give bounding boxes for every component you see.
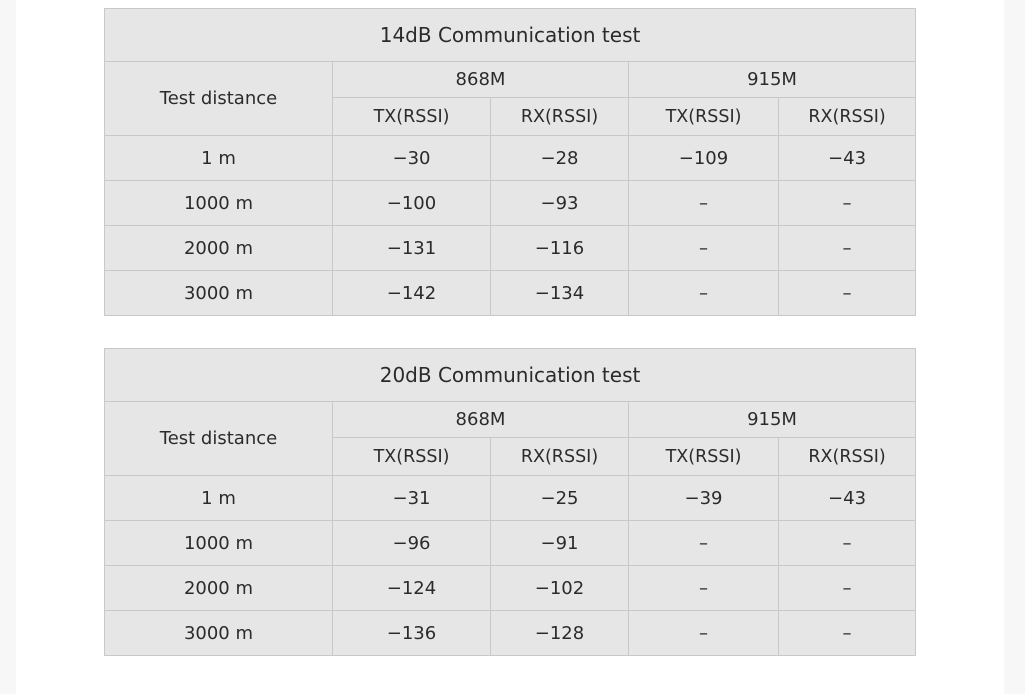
tx-868-header: TX(RSSI) (333, 98, 491, 136)
test-distance-header: Test distance (105, 402, 333, 476)
distance-cell: 1000 m (105, 181, 333, 226)
band-header-row (105, 62, 916, 98)
table-title: 14dB Communication test (105, 9, 916, 62)
tx-868-cell: −30 (333, 136, 491, 181)
distance-cell: 1 m (105, 136, 333, 181)
distance-cell: 3000 m (105, 611, 333, 656)
table-title-row (105, 349, 916, 402)
distance-cell: 3000 m (105, 271, 333, 316)
table-row (105, 271, 916, 316)
tx-868-cell: −142 (333, 271, 491, 316)
band-header-row (105, 402, 916, 438)
rx-915-cell: – (779, 181, 916, 226)
band-915-header: 915M (629, 62, 916, 98)
tx-915-cell: – (629, 181, 779, 226)
tx-868-cell: −124 (333, 566, 491, 611)
table-row (105, 226, 916, 271)
tx-915-cell: −39 (629, 476, 779, 521)
table-row (105, 566, 916, 611)
rx-915-cell: – (779, 521, 916, 566)
tx-915-cell: – (629, 566, 779, 611)
tx-868-cell: −131 (333, 226, 491, 271)
rx-868-header: RX(RSSI) (491, 98, 629, 136)
rx-868-header: RX(RSSI) (491, 438, 629, 476)
table-row (105, 136, 916, 181)
rx-915-header: RX(RSSI) (779, 438, 916, 476)
rx-915-cell: −43 (779, 476, 916, 521)
rx-868-cell: −102 (491, 566, 629, 611)
tx-868-cell: −136 (333, 611, 491, 656)
band-868-header: 868M (333, 62, 629, 98)
distance-cell: 2000 m (105, 226, 333, 271)
table-title-row (105, 9, 916, 62)
rx-868-cell: −25 (491, 476, 629, 521)
rx-868-cell: −128 (491, 611, 629, 656)
rx-915-cell: – (779, 226, 916, 271)
tx-915-cell: – (629, 611, 779, 656)
communication-table-20db (104, 348, 916, 656)
communication-table-14db (104, 8, 916, 316)
rx-915-cell: – (779, 611, 916, 656)
rx-868-cell: −93 (491, 181, 629, 226)
tx-915-header: TX(RSSI) (629, 438, 779, 476)
tx-915-cell: – (629, 521, 779, 566)
rx-868-cell: −134 (491, 271, 629, 316)
tx-868-cell: −100 (333, 181, 491, 226)
tx-915-cell: −109 (629, 136, 779, 181)
tx-868-cell: −31 (333, 476, 491, 521)
table-row (105, 476, 916, 521)
tx-868-cell: −96 (333, 521, 491, 566)
rx-915-header: RX(RSSI) (779, 98, 916, 136)
rx-868-cell: −91 (491, 521, 629, 566)
rx-868-cell: −28 (491, 136, 629, 181)
rx-915-cell: – (779, 271, 916, 316)
tx-915-cell: – (629, 226, 779, 271)
rx-915-cell: – (779, 566, 916, 611)
band-868-header: 868M (333, 402, 629, 438)
test-distance-header: Test distance (105, 62, 333, 136)
distance-cell: 2000 m (105, 566, 333, 611)
table-row (105, 611, 916, 656)
band-915-header: 915M (629, 402, 916, 438)
rx-868-cell: −116 (491, 226, 629, 271)
rx-915-cell: −43 (779, 136, 916, 181)
tx-915-header: TX(RSSI) (629, 98, 779, 136)
table-title: 20dB Communication test (105, 349, 916, 402)
tx-915-cell: – (629, 271, 779, 316)
table-row (105, 181, 916, 226)
distance-cell: 1000 m (105, 521, 333, 566)
tx-868-header: TX(RSSI) (333, 438, 491, 476)
distance-cell: 1 m (105, 476, 333, 521)
table-row (105, 521, 916, 566)
